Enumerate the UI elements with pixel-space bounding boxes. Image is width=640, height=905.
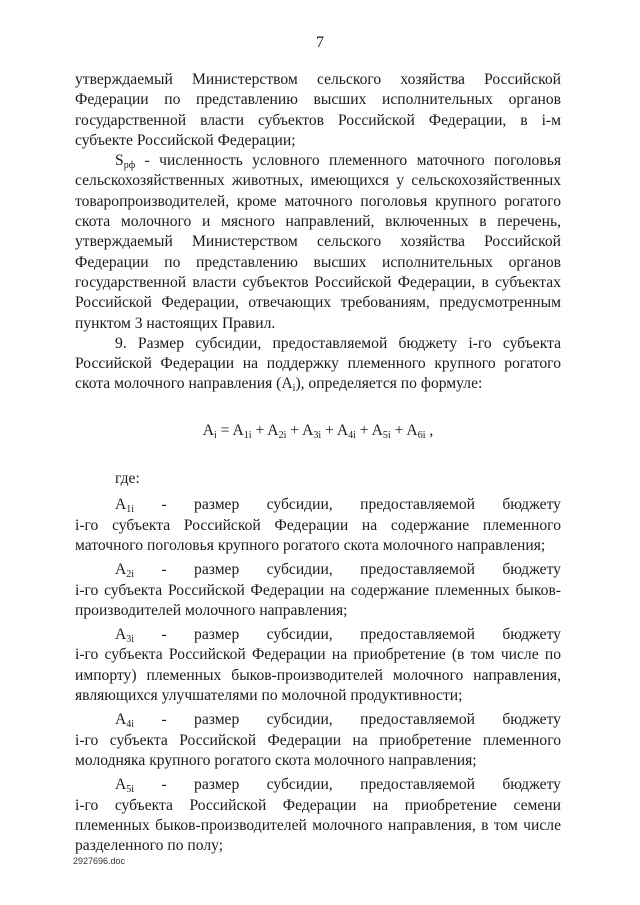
formula-equals: =: [216, 421, 233, 439]
definition-word: предоставляемой: [360, 496, 475, 514]
definition-dash: -: [161, 776, 167, 794]
definition-text: i-го субъекта Российской Федерации на приобретение семени племенных быков-производителей молочного направления, в том числе разделенного по полу;: [75, 796, 561, 855]
definition-word: субсидии,: [266, 626, 333, 644]
formula-term-subscript: 4i: [348, 429, 356, 441]
paragraph-9-text: 9. Размер субсидии, предоставляемой бюджету i-го субъекта Российской Федерации на поддержку племенного крупного рогатого скота молочного направления (A: [75, 334, 561, 393]
formula-plus: +: [251, 421, 268, 439]
definition-word: субсидии,: [266, 496, 333, 514]
definition-word: предоставляемой: [360, 711, 475, 729]
definition-symbol: $A_{1i}$: [115, 496, 135, 516]
definition-text: i-го субъекта Российской Федерации на содержание племенного маточного поголовья крупного рогатого скота молочного направления;: [75, 516, 561, 554]
paragraph-9: [75, 334, 561, 395]
definition-text: i-го субъекта Российской Федерации на приобретение (в том числе по импорту) племенных быков-производителей молочного направления, являющихся улучшателями по молочной продуктивности;: [75, 646, 561, 705]
srf-text: - численность условного племенного маточного поголовья сельскохозяйственных животных, имеющихся у сельскохозяйственных товаропроизводителей, кроме маточного поголовья крупного рогатого скота молочного и мясного направлений, включенных в перечень, утверждаемый Министерством сельского хозяйства Российской Федерации по представлению высших исполнительных органов государственной власти субъектов Российской Федерации, в субъектах Российской Федерации, отвечающих требованиям, предусмотренным пунктом 3 настоящих Правил.: [75, 152, 561, 332]
definition-a3: [75, 625, 561, 706]
definition-symbol: $A_{3i}$: [115, 626, 135, 646]
formula-plus: +: [355, 421, 372, 439]
definition-text: i-го субъекта Российской Федерации на приобретение племенного молодняка крупного рогатого скота молочного направления;: [75, 731, 561, 769]
definition-symbol: $A_{2i}$: [115, 561, 135, 581]
formula-term: A: [232, 421, 244, 439]
formula-term: A: [336, 421, 349, 439]
definition-dash: -: [161, 496, 167, 514]
definition-a5: [75, 775, 561, 856]
formula-term-subscript: 6i: [417, 429, 426, 441]
definition-a2: [75, 560, 561, 621]
definition-word: субсидии,: [266, 711, 333, 729]
definition-text: i-го субъекта Российской Федерации на содержание племенных быков-производителей молочного направления;: [75, 581, 561, 619]
formula-plus: +: [390, 421, 407, 439]
definition-word: предоставляемой: [360, 561, 475, 579]
document-body: [75, 70, 561, 860]
definition-dash: -: [161, 561, 167, 579]
definition-word: предоставляемой: [360, 776, 475, 794]
formula: [75, 421, 561, 441]
definition-word: бюджету: [502, 711, 561, 729]
definition-head: [75, 775, 561, 795]
definition-word: предоставляемой: [360, 626, 475, 644]
definition-word: субсидии,: [266, 776, 333, 794]
paragraph-continuation: утверждаемый Министерством сельского хозяйства Российской Федерации по представлению высших исполнительных органов государственной власти субъектов Российской Федерации, в i-м субъекте Российской Федерации;: [75, 71, 561, 149]
formula-term: A: [406, 421, 418, 439]
definition-word: размер: [194, 626, 240, 644]
definition-a4: [75, 710, 561, 771]
srf-symbol: S: [115, 152, 124, 170]
formula-term: A: [371, 421, 383, 439]
definition-word: размер: [194, 496, 240, 514]
paragraph-9-subscript: i: [292, 383, 296, 395]
srf-subscript: рф: [123, 160, 136, 172]
definition-dash: -: [161, 626, 167, 644]
definition-head: [75, 710, 561, 730]
formula-term-subscript: 2i: [278, 429, 287, 441]
formula-term-subscript: 1i: [243, 429, 252, 441]
where-label: где:: [115, 470, 140, 488]
formula-lhs-subscript: i: [214, 429, 217, 441]
formula-plus: +: [321, 421, 337, 439]
definition-dash: -: [161, 711, 167, 729]
formula-plus: +: [286, 421, 303, 439]
footer-filename: 2927696.doc: [73, 856, 126, 866]
definition-word: размер: [194, 561, 240, 579]
paragraph-srf-definition: [75, 151, 561, 334]
definition-symbol: $A_{4i}$: [115, 711, 135, 731]
formula-lhs: A: [202, 421, 214, 439]
paragraph-9-text-end: ), определяется по формуле:: [295, 375, 483, 393]
definition-word: бюджету: [502, 561, 561, 579]
formula-term-subscript: 5i: [382, 429, 391, 441]
formula-term: A: [267, 421, 279, 439]
formula-tail: ,: [425, 421, 434, 439]
definition-word: бюджету: [502, 496, 561, 514]
definition-word: субсидии,: [266, 561, 333, 579]
definition-word: бюджету: [502, 776, 561, 794]
formula-term-subscript: 3i: [313, 429, 322, 441]
definition-word: размер: [194, 711, 240, 729]
definition-word: бюджету: [502, 626, 561, 644]
definition-word: размер: [194, 776, 240, 794]
definition-head: [75, 495, 561, 515]
definition-head: [75, 560, 561, 580]
formula-term: A: [302, 421, 314, 439]
page-number: 7: [316, 34, 324, 51]
definition-a1: [75, 495, 561, 556]
definition-symbol: $A_{5i}$: [115, 776, 135, 796]
definition-head: [75, 625, 561, 645]
